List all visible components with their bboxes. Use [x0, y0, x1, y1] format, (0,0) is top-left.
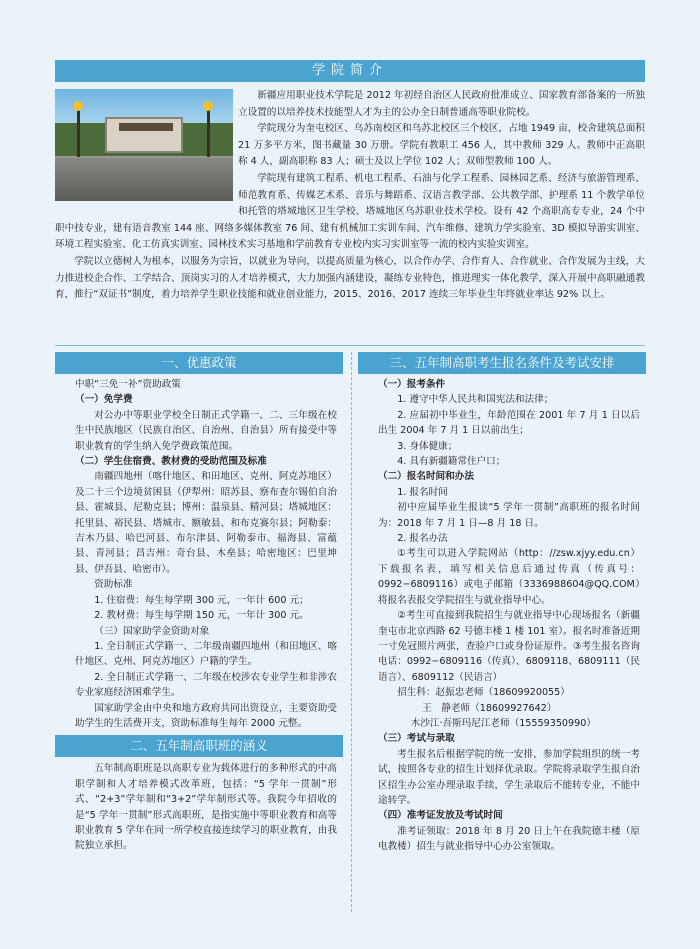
intro-banner: 学院简介 — [55, 60, 645, 82]
intro-paragraph: 学院现有建筑工程系、机电工程系、石油与化学工程系、园林园艺系、经济与旅游管理系、师范教育系、传媒艺术系、音乐与舞蹈系、汉语言教学部、公共教学部、护理系 11 个教学单位和托管的塔城地区卫生学校、塔城地区乌苏职业技术学校。设有 42 个高职高专专业，24 个中职中技专业，建有语音教室 144 座、网络多媒体教室 76 间、建有机械加工实训车间、汽车维修、建筑力学实验室、3D 模拟导游实训室、环境工程实验室、化工仿真实训室、园林技术实习基地和学前教育专业校内实习实训室等一流的校内实验实训室。 — [55, 172, 645, 251]
paragraph: 1. 全日制正式学籍一、二年级南疆四地州（和田地区、喀什地区、克州、阿克苏地区）户籍的学生。 — [75, 640, 337, 668]
intro-text — [55, 88, 645, 304]
paragraph: 4. 具有新疆籍常住户口； — [397, 456, 506, 468]
paragraph: 2. 教材费：每生每学期 150 元，一年计 300 元。 — [94, 610, 309, 622]
paragraph: 南疆四地州（喀什地区、和田地区、克州、阿克苏地区）及二十三个边境贫困县（伊犁州：昭苏县、察布查尔锡伯自治县、霍城县、尼勒克县；博州：温泉县、精河县；塔城地区：托里县、裕民县、塔城市、额敏县、和布克赛尔县；阿勒泰：吉木乃县、哈巴河县、布尔津县、阿勒泰市、福海县、富蕴县、青河县；昌吉州：奇台县、木垒县；哈密地区：巴里坤县、伊吾县、哈密市）。 — [75, 471, 337, 575]
paragraph: 1. 住宿费：每生每学期 300 元，一年计 600 元； — [94, 594, 309, 606]
paragraph: 1. 遵守中华人民共和国宪法和法律； — [397, 394, 554, 406]
sub-title: 中职“三免一补”资助政策 — [75, 379, 181, 390]
section-title-enrollment: 三、五年制高职考生报名条件及考试安排 — [358, 352, 646, 374]
subheading: （四）准考证发放及考试时间 — [378, 810, 503, 822]
paragraph: 2. 应届初中毕业生，年龄范围在 2001 年 7 月 1 日以后出生 2004 年 7 月 1 日以前出生； — [378, 409, 640, 437]
column-divider — [351, 352, 352, 912]
subheading: （三）考试与录取 — [378, 733, 455, 745]
paragraph: 2. 全日制正式学籍一、二年级在校涉农专业学生和非涉农专业家庭经济困难学生。 — [75, 671, 337, 699]
intro-paragraph: 学院现分为奎屯校区、乌苏南校区和乌苏北校区三个校区，占地 1949 亩，校舍建筑总面积 21 万多平方米，图书藏量 30 万册。学院有教职工 456 人，其中教师 329 人。教师中正高职称 4 人，副高职称 83 人；硕士及以上学位 102 人；双师型教师 100 人。 — [238, 123, 645, 168]
paragraph: 准考证领取：2018 年 8 月 20 日上午在我院德丰楼（原电教楼）招生与就业指导中心办公室领取。 — [378, 825, 640, 853]
paragraph: 考生报名后根据学院的统一安排，参加学院组织的统一考试，按照各专业的招生计划择优录取。学院将录取学生报自治区招生办公室办理录取手续，学生录取后不能转专业，不能中途转学。 — [378, 748, 640, 806]
section-title-policy: 一、优惠政策 — [55, 352, 343, 374]
paragraph: 对公办中等职业学校全日制正式学籍一、二、三年级在校生中民族地区（民族自治区、自治州、自治县）所有接受中等职业教育的学生纳入免学费政策范围。 — [75, 409, 337, 452]
intro-paragraph: 学院以立德树人为根本，以服务为宗旨，以就业为导向，以提高质量为核心，以合作办学、合作育人、合作就业、合作发展为主线，大力推进校企合作、工学结合、顶岗实习的人才培养模式，大力加强内涵建设，凝练专业特色，推进理实一体化教学，深入开展中高职融通教育，推行“双证书”制度，着力培养学生职业技能和就业创业能力，2015、2016、2017 连续三年毕业生年终就业率达 92% 以上。 — [55, 255, 645, 301]
paragraph: 2. 报名办法 — [397, 533, 448, 545]
paragraph: 初中应届毕业生报读“5 学年一贯制”高职班的报名时间为：2018 年 7 月 1 日—8 月 18 日。 — [378, 502, 640, 529]
right-column — [358, 352, 646, 855]
contact-line: 王 静老师（18609927642） — [422, 702, 557, 714]
intro-paragraph: 新疆应用职业技术学院是 2012 年初经自治区人民政府批准成立、国家教育部备案的一所独立设置的以培养技术技能型人才为主的公办全日制普通高等职业院校。 — [238, 90, 645, 118]
paragraph: 3. 身体健康； — [397, 440, 458, 452]
contact-line: 招生科：赵振忠老师（18609920055） — [397, 687, 570, 699]
section-divider — [55, 345, 645, 346]
subheading: （三）国家助学金资助对象 — [94, 625, 210, 637]
section-title-meaning: 二、五年制高职班的涵义 — [55, 735, 343, 757]
paragraph: ②考生可直接到我院招生与就业指导中心现场报名（新疆奎屯市北京西路 62 号德丰楼 1 楼 101 室）。报名时准备近期一寸免冠照片两张，查验户口或身份证原件。③考生报名咨询电话：0992−6809116（传真）、6809118、6809111（民语言）、6809112（民语言） — [378, 610, 640, 683]
contact-line: 木沙江·吾斯玛尼江老师（15559350990） — [410, 717, 596, 729]
left-column — [55, 352, 343, 854]
paragraph: 五年制高职班是以高职专业为载体进行的多种形式的中高职学制和人才培养模式改革班，包括：“5 学年一贯制”形式、“2+3”学年制和“3+2”学年制形式等。我院今年招收的是“5 学年一贯制”形式高职班，是指实施中等职业教育和高等职业教育 5 学年在同一所学校直接连续学习的职业教育，由我院独立承担。 — [75, 763, 337, 852]
subheading: （二）学生住宿费、教材费的受助范围及标准 — [75, 456, 267, 468]
paragraph: 资助标准 — [94, 579, 133, 591]
subheading: （一）报考条件 — [378, 379, 446, 390]
paragraph: ①考生可以进入学院网站（http：//zsw.xjyy.edu.cn）下载报名表，填写相关信息后通过传真（传真号：0992−6809116）或电子邮箱（3336988604@QQ.COM）将报名表报交学院招生与就业指导中心。 — [378, 548, 640, 606]
paragraph: 国家助学金由中央和地方政府共同出资设立，主要资助受助学生的生活费开支，资助标准每生每年 2000 元整。 — [75, 702, 337, 729]
subheading: （一）免学费 — [75, 394, 133, 406]
subheading: （二）报名时间和办法 — [378, 471, 474, 483]
paragraph: 1. 报名时间 — [397, 486, 448, 498]
